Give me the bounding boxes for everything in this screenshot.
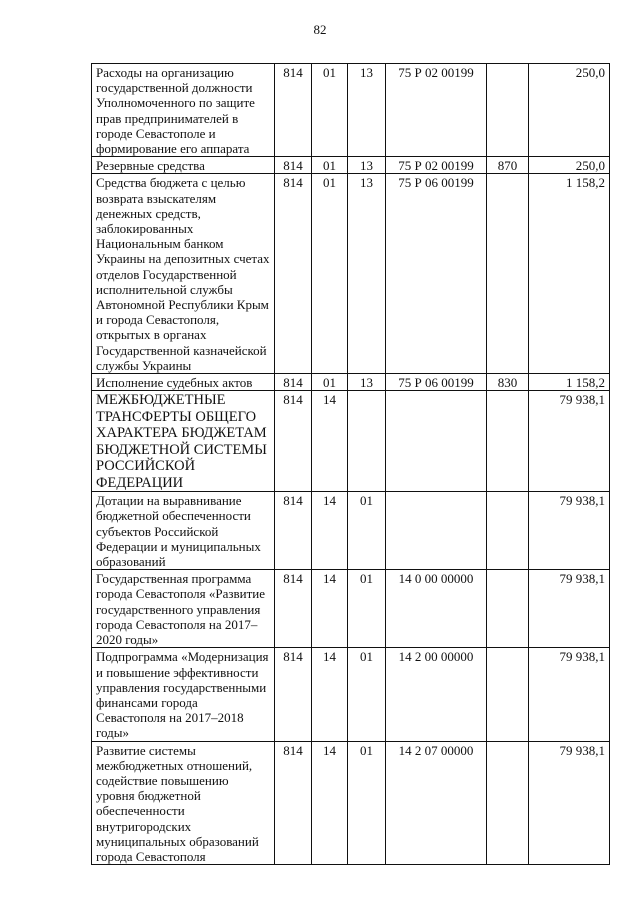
section-code: 01 [312,64,348,157]
amount: 79 938,1 [529,391,610,492]
amount: 1 158,2 [529,374,610,391]
ministry-code: 814 [275,741,312,865]
target-code: 14 2 00 00000 [386,648,487,741]
section-code: 01 [312,157,348,174]
page-number: 82 [313,22,327,37]
row-name: Развитие системы межбюджетных отношений, содействие повышению уровня бюджетной обеспеченности внутригородских муниципальных образований города Севастополя [92,741,275,865]
section-code: 14 [312,741,348,865]
row-name: Расходы на организацию государственной должности Уполномоченного по защите прав предпринимателей в городе Севастополе и формирование его аппарата [92,64,275,157]
section-code: 01 [312,174,348,374]
subsection-code: 13 [348,174,386,374]
target-code: 14 0 00 00000 [386,570,487,648]
expense-type-code: 870 [487,157,529,174]
ministry-code: 814 [275,570,312,648]
row-name: Исполнение судебных актов [92,374,275,391]
amount: 1 158,2 [529,174,610,374]
expense-type-code [487,741,529,865]
amount: 79 938,1 [529,648,610,741]
subsection-code: 13 [348,374,386,391]
table-row [92,741,610,865]
target-code: 75 Р 02 00199 [386,64,487,157]
subsection-code: 13 [348,157,386,174]
target-code [386,492,487,570]
row-name: Средства бюджета с целью возврата взыскателям денежных средств, заблокированных Национальным банком Украины на депозитных счетах отделов Государственной исполнительной службы Автономной Республики Крым и города Севастополя, открытых в органах Государственной казначейской службы Украины [92,174,275,374]
ministry-code: 814 [275,157,312,174]
ministry-code: 814 [275,391,312,492]
target-code: 75 Р 02 00199 [386,157,487,174]
ministry-code: 814 [275,374,312,391]
table-row [92,64,610,157]
expense-type-code [487,391,529,492]
budget-table [91,63,610,865]
table-row [92,648,610,741]
ministry-code: 814 [275,64,312,157]
ministry-code: 814 [275,492,312,570]
amount: 250,0 [529,64,610,157]
expense-type-code [487,648,529,741]
target-code: 75 Р 06 00199 [386,174,487,374]
amount: 79 938,1 [529,492,610,570]
subsection-code: 01 [348,492,386,570]
table-row [92,174,610,374]
table-row [92,391,610,492]
section-code: 14 [312,492,348,570]
row-name: Государственная программа города Севастополя «Развитие государственного управления города Севастополя на 2017–2020 годы» [92,570,275,648]
subsection-code [348,391,386,492]
expense-type-code [487,492,529,570]
subsection-code: 01 [348,570,386,648]
subsection-code: 01 [348,741,386,865]
subsection-code: 13 [348,64,386,157]
table-row [92,374,610,391]
expense-type-code [487,174,529,374]
section-code: 14 [312,648,348,741]
subsection-code: 01 [348,648,386,741]
row-name: МЕЖБЮДЖЕТНЫЕ ТРАНСФЕРТЫ ОБЩЕГО ХАРАКТЕРА БЮДЖЕТАМ БЮДЖЕТНОЙ СИСТЕМЫ РОССИЙСКОЙ ФЕДЕРАЦИИ [92,391,275,492]
row-name: Дотации на выравнивание бюджетной обеспеченности субъектов Российской Федерации и муниципальных образований [92,492,275,570]
target-code: 14 2 07 00000 [386,741,487,865]
amount: 250,0 [529,157,610,174]
ministry-code: 814 [275,648,312,741]
target-code: 75 Р 06 00199 [386,374,487,391]
target-code [386,391,487,492]
amount: 79 938,1 [529,741,610,865]
row-name: Подпрограмма «Модернизация и повышение эффективности управления государственными финансами города Севастополя на 2017–2018 годы» [92,648,275,741]
section-code: 01 [312,374,348,391]
expense-type-code: 830 [487,374,529,391]
section-code: 14 [312,391,348,492]
expense-type-code [487,64,529,157]
row-name: Резервные средства [92,157,275,174]
section-code: 14 [312,570,348,648]
table-row [92,570,610,648]
table-row [92,157,610,174]
expense-type-code [487,570,529,648]
ministry-code: 814 [275,174,312,374]
table-row [92,492,610,570]
amount: 79 938,1 [529,570,610,648]
